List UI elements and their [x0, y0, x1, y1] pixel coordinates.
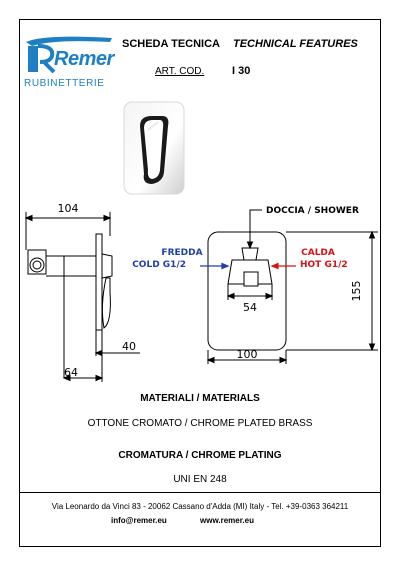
- dim-155-label: 155: [350, 280, 363, 302]
- article-code-value: I 30: [232, 65, 251, 77]
- product-photo: [122, 100, 186, 196]
- company-address: Via Leonardo da Vinci 83 - 20062 Cassano d'Adda (MI) Italy - Tel. +39-0363 364211: [51, 502, 349, 511]
- cold-label-en: COLD G1/2: [132, 260, 186, 270]
- cold-label-it: FREDDA: [161, 248, 203, 258]
- shower-label: DOCCIA / SHOWER: [266, 206, 359, 216]
- contact-website[interactable]: www.remer.eu: [200, 516, 254, 525]
- dim-104-label: 104: [57, 202, 79, 215]
- brand-wordmark: Remer: [54, 48, 114, 70]
- materials-value: OTTONE CROMATO / CHROME PLATED BRASS: [87, 418, 313, 429]
- footer-divider: [19, 492, 381, 493]
- plating-title: CROMATURA / CHROME PLATING: [118, 450, 282, 461]
- dim-40-label: 40: [122, 340, 136, 353]
- hot-label-it: CALDA: [301, 248, 335, 258]
- plating-value: UNI EN 248: [173, 474, 227, 485]
- article-code-label: ART. COD.: [155, 66, 205, 77]
- title-english: TECHNICAL FEATURES: [233, 38, 358, 50]
- dim-54-label: 54: [243, 301, 257, 314]
- dim-64-label: 64: [64, 366, 78, 379]
- hot-label-en: HOT G1/2: [300, 260, 348, 270]
- dim-100-label: 100: [236, 348, 258, 361]
- contact-email[interactable]: info@remer.eu: [111, 516, 167, 525]
- technical-drawing: [0, 196, 400, 386]
- brand-subtitle: RUBINETTERIE: [24, 78, 105, 89]
- remer-logo: [24, 34, 116, 92]
- title-italian: SCHEDA TECNICA: [122, 38, 220, 50]
- materials-title: MATERIALI / MATERIALS: [140, 393, 260, 404]
